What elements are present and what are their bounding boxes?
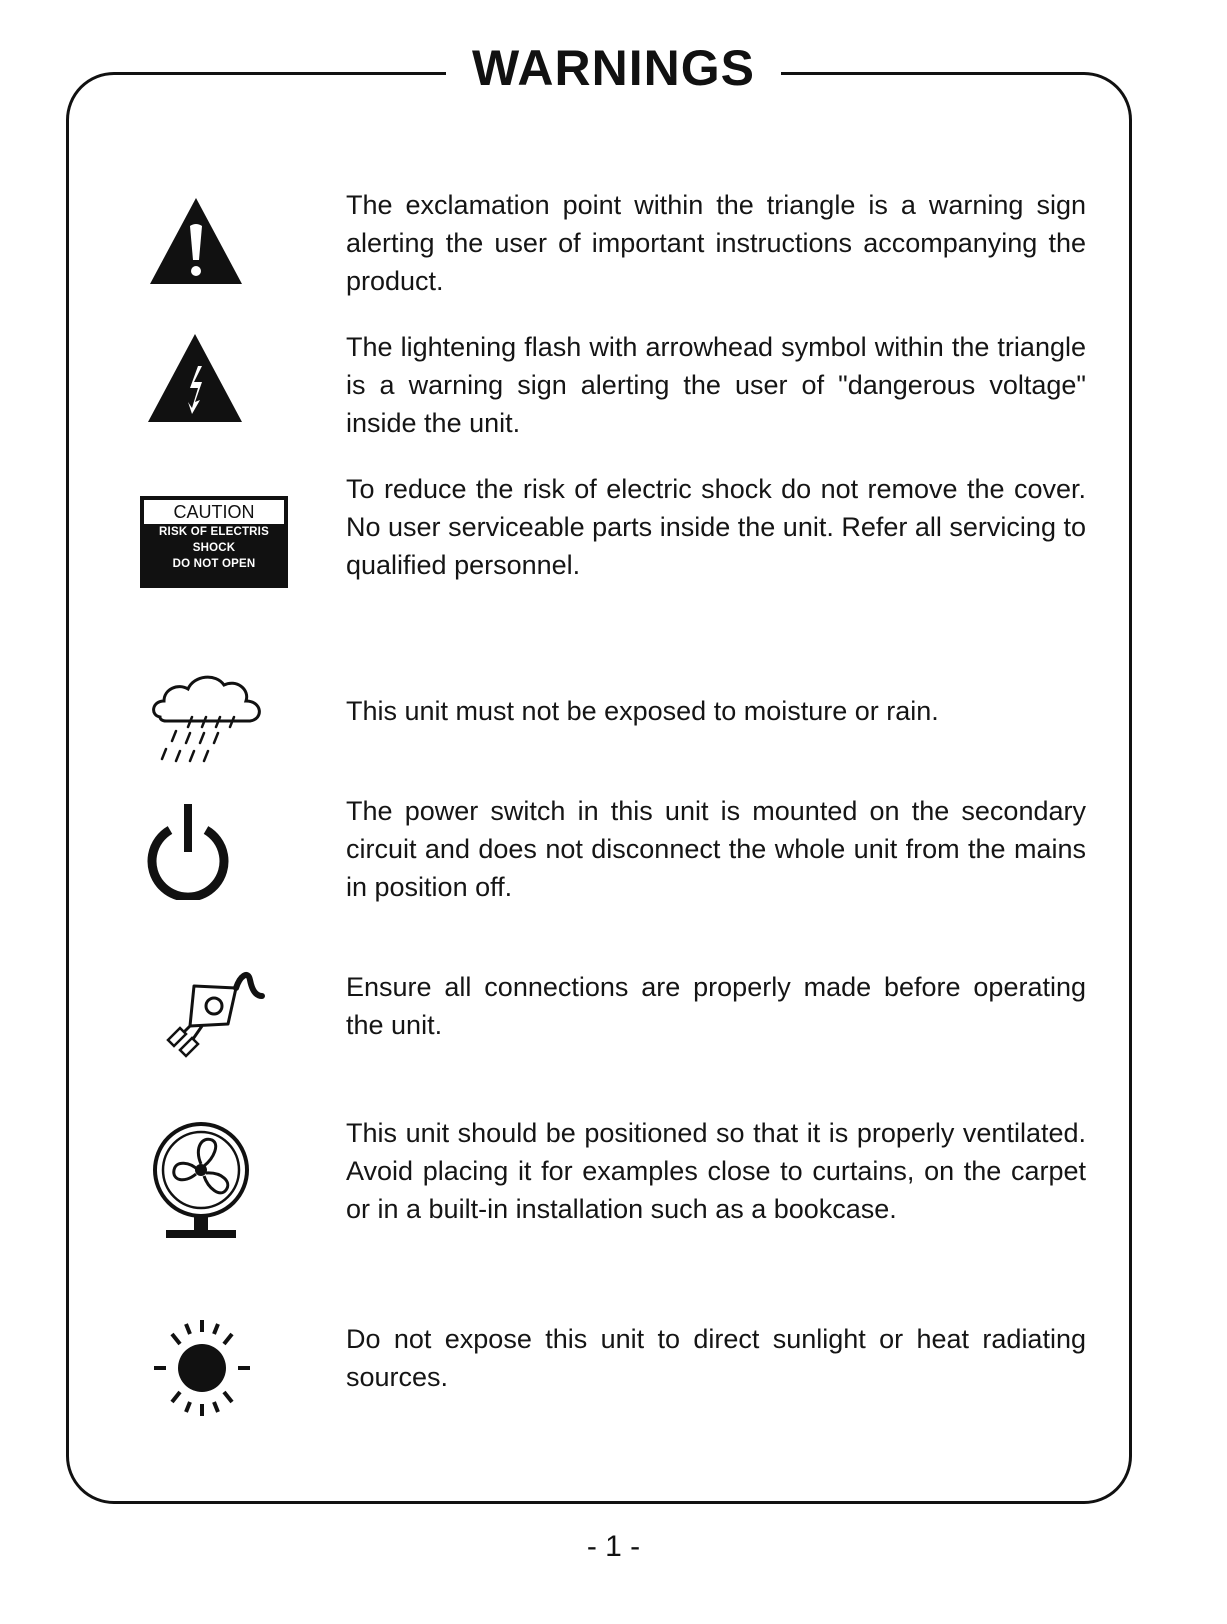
lightning-triangle-icon — [146, 332, 244, 424]
exclamation-triangle-icon — [148, 196, 244, 286]
page-title — [0, 38, 1227, 98]
rain-cloud-icon — [146, 665, 266, 771]
caution-label — [140, 496, 288, 588]
warning-text: To reduce the risk of electric shock do not remove the cover. No user serviceable parts inside the unit. Refer all servicing to qualified personnel. — [346, 474, 1086, 580]
caution-line: RISK OF ELECTRIS — [159, 526, 269, 538]
caution-heading: CAUTION — [144, 500, 284, 524]
page-number: - 1 - — [586, 1530, 641, 1563]
fan-icon — [146, 1118, 256, 1246]
caution-line: DO NOT OPEN — [172, 558, 256, 570]
warning-text: The exclamation point within the triangle is a warning sign alerting the user of important instructions accompanying the product. — [346, 190, 1086, 296]
warning-text: The power switch in this unit is mounted on the secondary circuit and does not disconnect the whole unit from the mains in position off. — [346, 796, 1086, 902]
caution-line: SHOCK — [192, 542, 236, 554]
sun-icon — [150, 1318, 254, 1418]
warning-text: This unit must not be exposed to moisture or rain. — [346, 696, 939, 726]
warning-text: The lightening flash with arrowhead symbol within the triangle is a warning sign alerting the user of "dangerous voltage" inside the unit. — [346, 332, 1086, 438]
warning-text: Do not expose this unit to direct sunlight or heat radiating sources. — [346, 1324, 1086, 1392]
warning-text: This unit should be positioned so that it is properly ventilated. Avoid placing it for examples close to curtains, on the carpet or in a built-in installation such as a bookcase. — [346, 1118, 1086, 1224]
page-title-text: WARNINGS — [446, 38, 781, 98]
power-icon — [140, 800, 236, 900]
warning-text: Ensure all connections are properly made before operating the unit. — [346, 972, 1086, 1040]
plug-icon — [150, 966, 268, 1066]
